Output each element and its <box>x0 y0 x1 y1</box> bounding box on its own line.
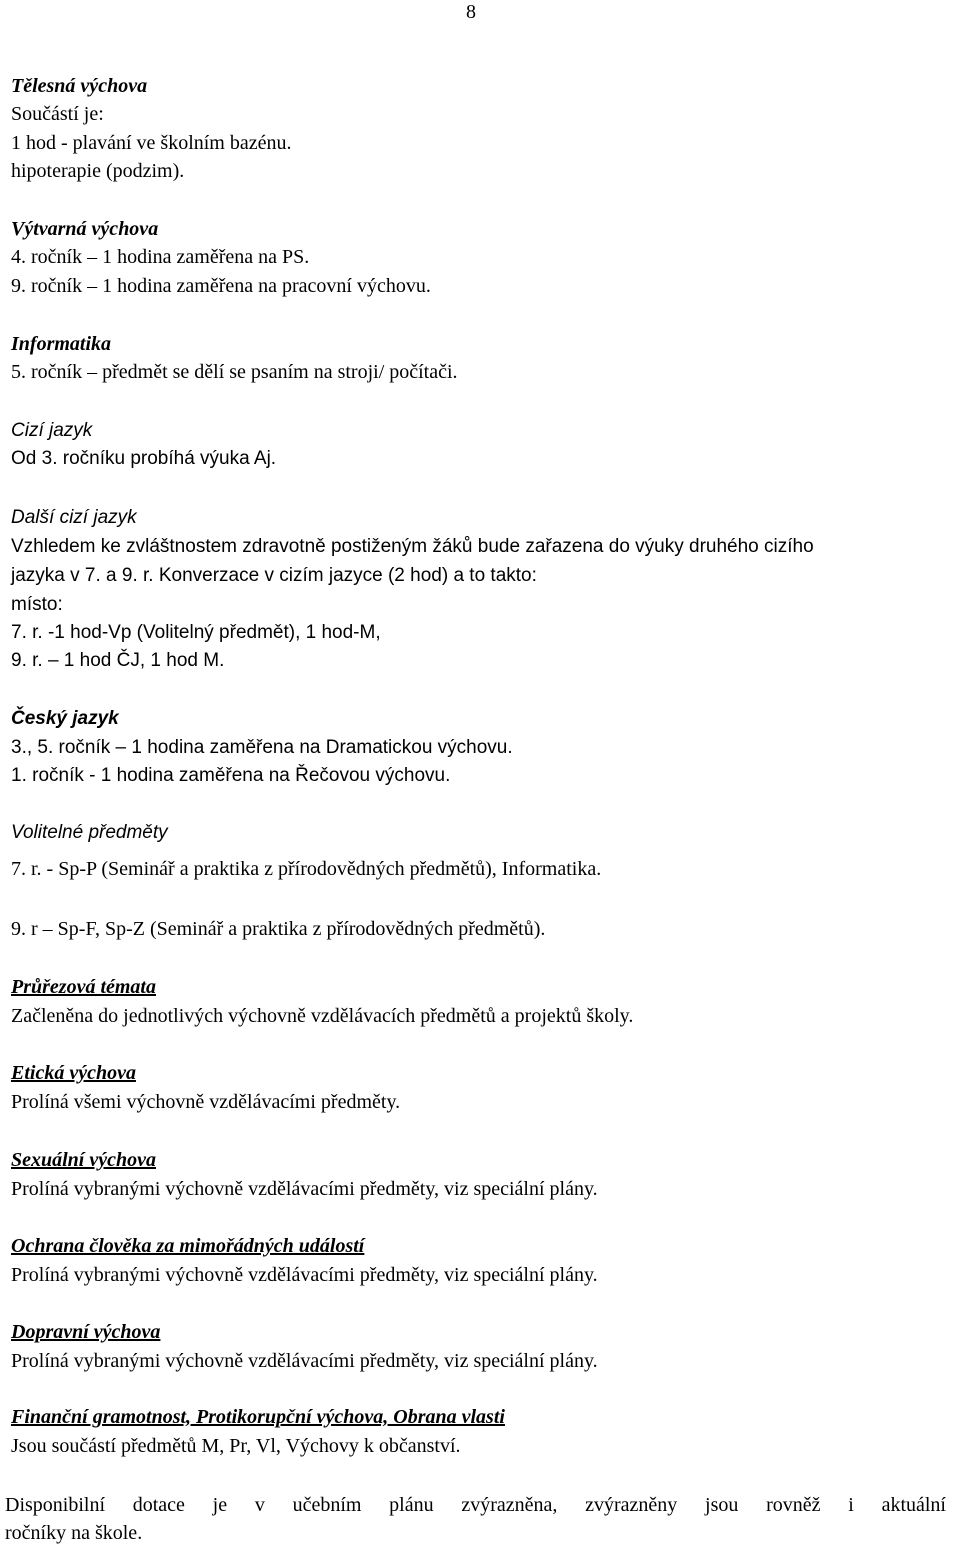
volitelne-line-2: 9. r – Sp-F, Sp-Z (Seminář a praktika z přírodovědných předmětů). <box>11 918 546 940</box>
heading-cesky-jazyk: Český jazyk <box>11 708 119 729</box>
cizi-line-1: Od 3. ročníku probíhá výuka Aj. <box>11 448 277 469</box>
heading-sexualni-vychova: Sexuální výchova <box>11 1149 156 1171</box>
telesna-line-1: Součástí je: <box>11 103 104 125</box>
dalsi-line-2: jazyka v 7. a 9. r. Konverzace v cizím jazyce (2 hod) a to takto: <box>11 565 537 586</box>
heading-prurezova-temata: Průřezová témata <box>11 976 156 998</box>
vytvarna-line-2: 9. ročník – 1 hodina zaměřena na pracovní výchovu. <box>11 275 431 297</box>
financni-line-1: Jsou součástí předmětů M, Pr, Vl, Výchovy k občanství. <box>11 1435 461 1457</box>
vytvarna-line-1: 4. ročník – 1 hodina zaměřena na PS. <box>11 246 310 268</box>
heading-financni-gramotnost: Finanční gramotnost, Protikorupční výchova, Obrana vlasti <box>11 1406 505 1428</box>
dalsi-line-4: 7. r. -1 hod-Vp (Volitelný předmět), 1 hod-M, <box>11 622 381 643</box>
heading-ochrana-cloveka: Ochrana člověka za mimořádných událostí <box>11 1235 365 1257</box>
page-number: 8 <box>466 1 476 23</box>
telesna-line-2: 1 hod - plavání ve školním bazénu. <box>11 132 292 154</box>
heading-cizi-jazyk: Cizí jazyk <box>11 420 93 441</box>
heading-informatika: Informatika <box>11 333 112 355</box>
heading-dopravni-vychova: Dopravní výchova <box>11 1321 161 1343</box>
volitelne-line-1: 7. r. - Sp-P (Seminář a praktika z přírodovědných předmětů), Informatika. <box>11 858 602 880</box>
heading-volitelne-predmety: Volitelné předměty <box>11 822 168 843</box>
heading-eticka-vychova: Etická výchova <box>11 1062 136 1084</box>
eticka-line-1: Prolíná všemi výchovně vzdělávacími předměty. <box>11 1091 401 1113</box>
heading-telesna-vychova: Tělesná výchova <box>11 75 148 97</box>
sexualni-line-1: Prolíná vybranými výchovně vzdělávacími předměty, viz speciální plány. <box>11 1178 598 1200</box>
ochrana-line-1: Prolíná vybranými výchovně vzdělávacími předměty, viz speciální plány. <box>11 1264 598 1286</box>
informatika-line-1: 5. ročník – předmět se dělí se psaním na stroji/ počítači. <box>11 361 458 383</box>
cesky-line-2: 1. ročník - 1 hodina zaměřena na Řečovou výchovu. <box>11 765 451 786</box>
dalsi-line-5: 9. r. – 1 hod ČJ, 1 hod M. <box>11 650 225 671</box>
prurezova-line-1: Začleněna do jednotlivých výchovně vzdělávacích předmětů a projektů školy. <box>11 1005 634 1027</box>
disponibilni-line-2: ročníky na škole. <box>5 1522 143 1544</box>
telesna-line-3: hipoterapie (podzim). <box>11 160 185 182</box>
heading-dalsi-cizi-jazyk: Další cizí jazyk <box>11 507 137 528</box>
dopravni-line-1: Prolíná vybranými výchovně vzdělávacími předměty, viz speciální plány. <box>11 1350 598 1372</box>
disponibilni-line-1: Disponibilní dotace je v učebním plánu zvýrazněna, zvýrazněny jsou rovněž i aktuální <box>5 1494 946 1516</box>
heading-vytvarna-vychova: Výtvarná výchova <box>11 218 159 240</box>
dalsi-line-3: místo: <box>11 594 63 615</box>
cesky-line-1: 3., 5. ročník – 1 hodina zaměřena na Dramatickou výchovu. <box>11 737 513 758</box>
dalsi-line-1: Vzhledem ke zvláštnostem zdravotně postiženým žáků bude zařazena do výuky druhého cizího <box>11 536 814 557</box>
